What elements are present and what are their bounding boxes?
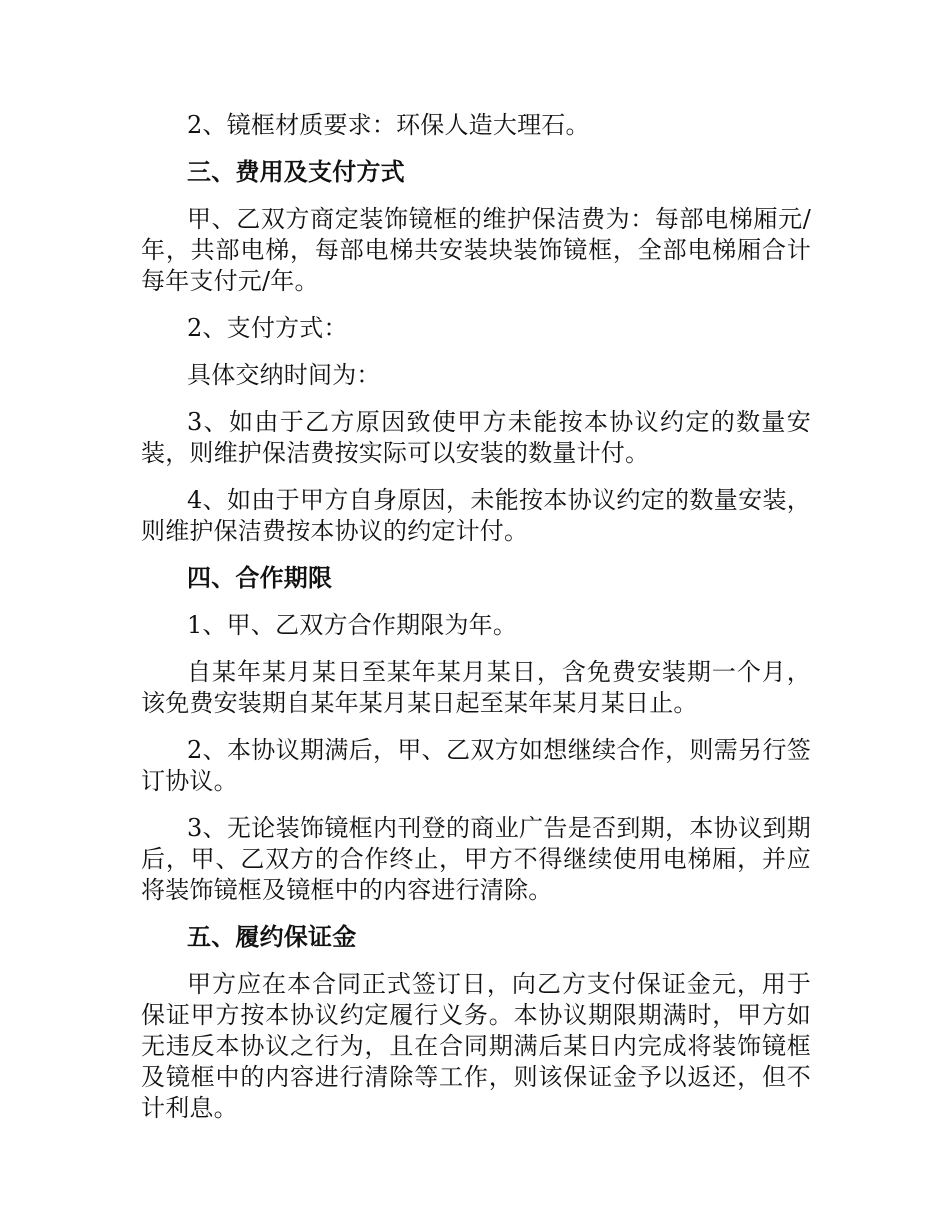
paragraph-payment-method: 2、支付方式： <box>187 314 348 342</box>
paragraph-payment-time: 具体交纳时间为： <box>187 361 381 389</box>
section-heading-performance-deposit: 五、履约保证金 <box>187 923 357 951</box>
paragraph-termination: 3、无论装饰镜框内刊登的商业广告是否到期，本协议到期后，甲、乙双方的合作终止，甲方不得继续使用电梯厢，并应将装饰镜框及镜框中的内容进行清除。 <box>141 814 811 904</box>
paragraph-party-a-cause: 4、如由于甲方自身原因，未能按本协议约定的数量安装，则维护保洁费按本协议的约定计付。 <box>141 486 811 545</box>
section-heading-fees-payment: 三、费用及支付方式 <box>187 158 405 186</box>
paragraph-date-range: 自某年某月某日至某年某月某日，含免费安装期一个月，该免费安装期自某年某月某日起至某年某月某日止。 <box>141 658 811 717</box>
paragraph-cooperation-duration: 1、甲、乙双方合作期限为年。 <box>187 611 518 639</box>
paragraph-maintenance-fee: 甲、乙双方商定装饰镜框的维护保洁费为：每部电梯厢元/年，共部电梯，每部电梯共安装块装饰镜框，全部电梯厢合计每年支付元/年。 <box>141 205 811 295</box>
paragraph-party-b-cause: 3、如由于乙方原因致使甲方未能按本协议约定的数量安装，则维护保洁费按实际可以安装的数量计付。 <box>141 408 811 467</box>
paragraph-renewal: 2、本协议期满后，甲、乙双方如想继续合作，则需另行签订协议。 <box>141 736 811 795</box>
paragraph-material-requirement: 2、镜框材质要求：环保人造大理石。 <box>187 111 590 139</box>
paragraph-deposit-terms: 甲方应在本合同正式签订日，向乙方支付保证金元，用于保证甲方按本协议约定履行义务。本协议期限期满时，甲方如无违反本协议之行为，且在合同期满后某日内完成将装饰镜框及镜框中的内容进行清除等工作，则该保证金予以返还，但不计利息。 <box>141 970 811 1122</box>
document-body <box>141 110 811 1140</box>
section-heading-cooperation-term: 四、合作期限 <box>187 564 333 592</box>
